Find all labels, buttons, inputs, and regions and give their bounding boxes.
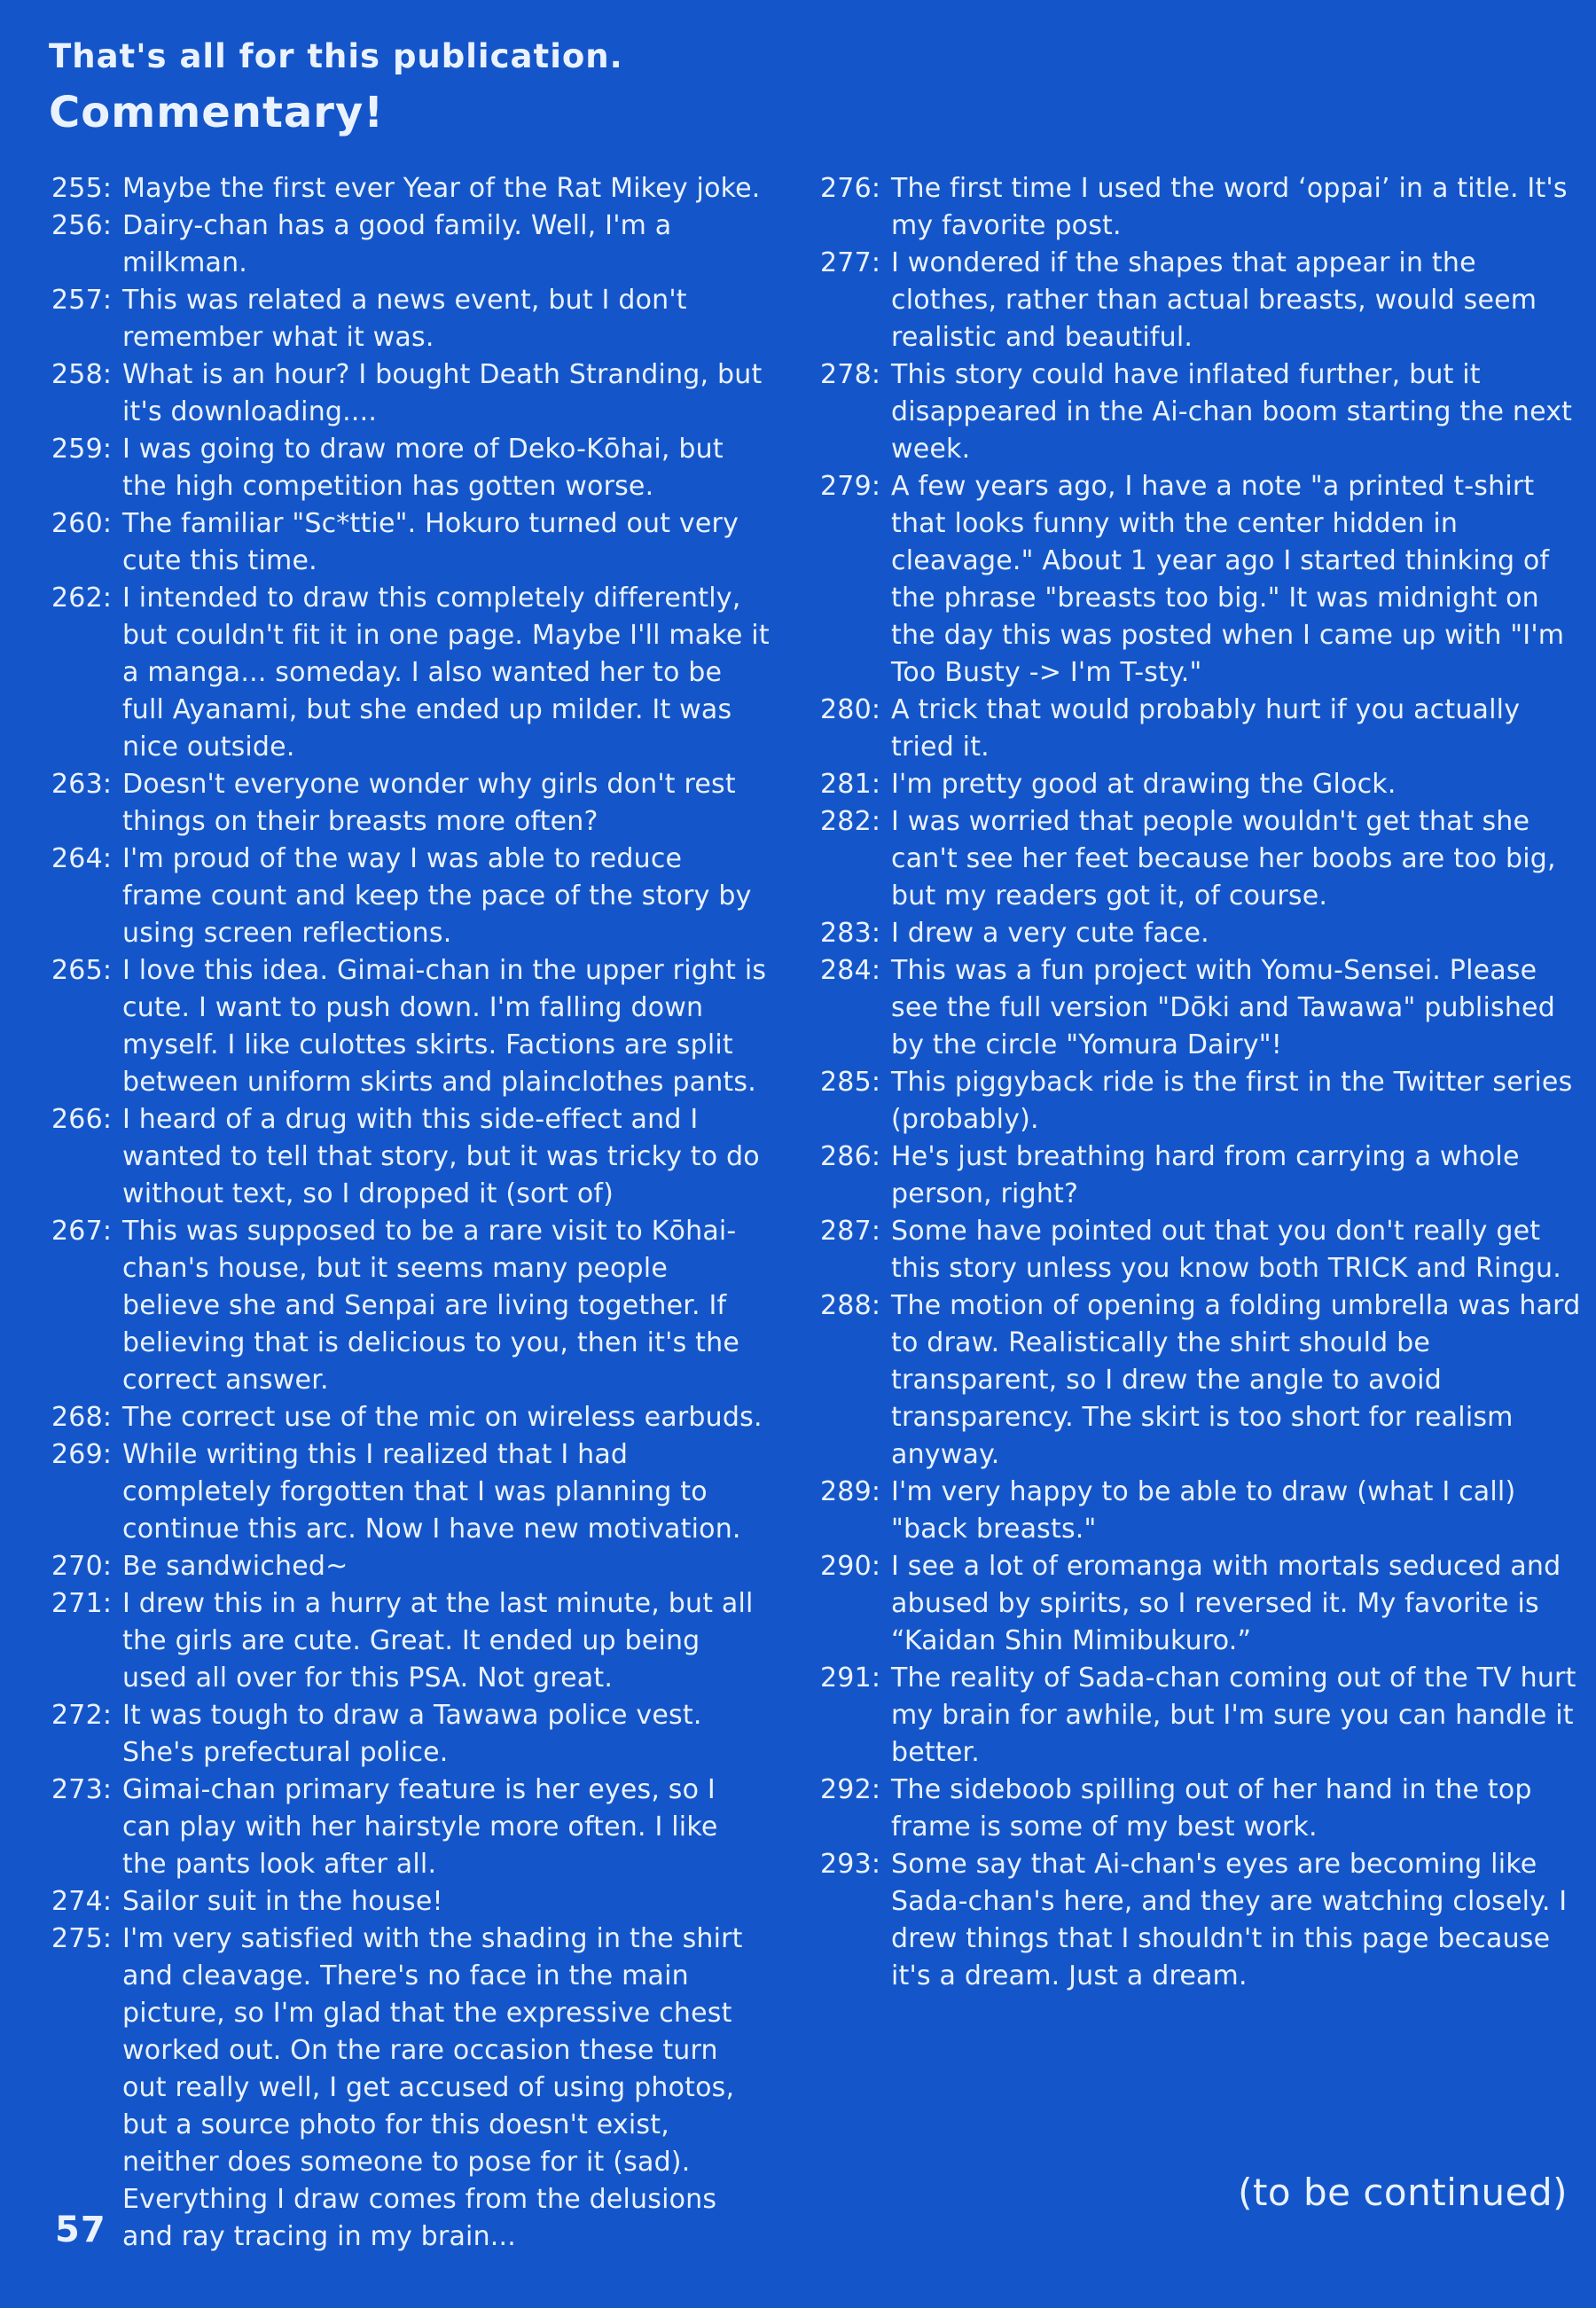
entry-number: 286: [820,1141,881,1172]
commentary-column-right [820,170,1583,1995]
commentary-entry [820,915,1583,952]
commentary-entry [820,952,1583,1064]
entry-number: 277: [820,247,881,278]
commentary-entry [51,356,770,431]
entry-number: 291: [820,1663,881,1694]
entry-number: 268: [51,1402,113,1433]
entry-text: I drew this in a hurry at the last minute, but all the girls are cute. Great. It ended up being used all over for this PSA. Not great. [122,1588,754,1694]
entry-number: 283: [820,918,881,949]
commentary-entry [820,803,1583,915]
entry-text: I heard of a drug with this side-effect and I wanted to tell that story, but it was tricky to do without text, so I dropped it (sort of) [122,1104,760,1209]
entry-number: 289: [820,1476,881,1507]
entry-number: 287: [820,1216,881,1247]
commentary-entry [820,1287,1583,1474]
commentary-entry [820,170,1583,245]
entry-text: The reality of Sada-chan coming out of the TV hurt my brain for awhile, but I'm sure you can handle it better. [891,1663,1576,1768]
header-subtitle: That's all for this publication. [49,37,623,75]
entry-number: 269: [51,1439,113,1470]
entry-number: 285: [820,1067,881,1098]
entry-text: I'm very happy to be able to draw (what I call) "back breasts." [891,1476,1516,1545]
entry-number: 276: [820,173,881,204]
entry-text: It was tough to draw a Tawawa police vest. She's prefectural police. [122,1700,702,1768]
entry-number: 257: [51,285,113,316]
entry-text: Dairy-chan has a good family. Well, I'm a milkman. [122,210,672,278]
commentary-entry [51,766,770,841]
entry-number: 256: [51,210,113,241]
entry-number: 270: [51,1551,113,1582]
commentary-entry [820,766,1583,803]
entry-text: Be sandwiched~ [122,1551,348,1582]
commentary-entry [51,841,770,952]
entry-number: 262: [51,583,113,614]
entry-number: 293: [820,1849,881,1880]
commentary-column-left [51,170,770,2256]
entry-number: 258: [51,359,113,390]
to-be-continued-note: (to be continued) [1238,2171,1568,2214]
entry-text: The correct use of the mic on wireless earbuds. [122,1402,763,1433]
entry-text: This was related a news event, but I don't remember what it was. [122,285,687,353]
entry-text: I wondered if the shapes that appear in the clothes, rather than actual breasts, would seem realistic and beautiful. [891,247,1537,353]
commentary-entry [820,1772,1583,1846]
entry-text: The sideboob spilling out of her hand in the top frame is some of my best work. [891,1774,1532,1842]
entry-text: The motion of opening a folding umbrella was hard to draw. Realistically the shirt should be transparent, so I drew the angle to avoid transparency. The skirt is too short for realism anyway. [891,1290,1581,1470]
entry-number: 271: [51,1588,113,1619]
entry-text: This was supposed to be a rare visit to Kōhai-chan's house, but it seems many people believe she and Senpai are living together. If believing that is delicious to you, then it's the correct answer. [122,1216,739,1396]
entry-number: 284: [820,955,881,986]
commentary-entry [820,1660,1583,1772]
entry-number: 263: [51,769,113,800]
entry-text: Gimai-chan primary feature is her eyes, so I can play with her hairstyle more often. I like the pants look after all. [122,1774,718,1880]
entry-text: Sailor suit in the house! [122,1886,443,1917]
entry-number: 288: [820,1290,881,1321]
entry-number: 280: [820,694,881,725]
entry-number: 264: [51,843,113,874]
entry-text: A trick that would probably hurt if you actually tried it. [891,694,1521,763]
entry-text: What is an hour? I bought Death Stranding, but it's downloading.... [122,359,763,427]
commentary-entry [51,505,770,580]
entry-text: I drew a very cute face. [891,918,1209,949]
commentary-entry [820,1213,1583,1287]
commentary-entry [51,1101,770,1213]
commentary-entry [820,468,1583,692]
entry-text: Some say that Ai-chan's eyes are becoming like Sada-chan's here, and they are watching closely. I drew things that I shouldn't in this page because it's a dream. Just a dream. [891,1849,1568,1991]
page-number: 57 [55,2210,106,2250]
entry-text: A few years ago, I have a note "a printed t-shirt that looks funny with the center hidden in cleavage." About 1 year ago I started thinking of the phrase "breasts too big." It was midnight on the day this was posted when I came up with "I'm Too Busty -> I'm T-sty." [891,471,1565,688]
commentary-entry [51,170,770,207]
commentary-entry [820,692,1583,766]
entry-text: I was worried that people wouldn't get that she can't see her feet because her boobs are too big, but my readers got it, of course. [891,806,1556,911]
commentary-entry [51,1697,770,1772]
commentary-entry [51,1772,770,1883]
entry-number: 259: [51,434,113,465]
entry-number: 267: [51,1216,113,1247]
entry-number: 278: [820,359,881,390]
commentary-entry [51,1436,770,1548]
commentary-entry [51,1883,770,1921]
entry-number: 275: [51,1923,113,1954]
entry-text: While writing this I realized that I had completely forgotten that I was planning to continue this arc. Now I have new motivation. [122,1439,741,1545]
entry-text: This was a fun project with Yomu-Sensei. Please see the full version "Dōki and Tawawa" published by the circle "Yomura Dairy"! [891,955,1555,1060]
entry-text: He's just breathing hard from carrying a whole person, right? [891,1141,1520,1209]
entry-number: 292: [820,1774,881,1805]
commentary-entry [820,356,1583,468]
entry-number: 274: [51,1886,113,1917]
entry-text: I'm pretty good at drawing the Glock. [891,769,1396,800]
commentary-entry [820,1548,1583,1660]
entry-text: I love this idea. Gimai-chan in the upper right is cute. I want to push down. I'm falling down myself. I like culottes skirts. Factions are split between uniform skirts and plainclothes pants. [122,955,767,1098]
entry-number: 266: [51,1104,113,1135]
entry-number: 281: [820,769,881,800]
page-title: Commentary! [49,88,385,137]
entry-text: I'm very satisfied with the shading in the shirt and cleavage. There's no face in the main picture, so I'm glad that the expressive chest worked out. On the rare occasion these turn out really well, I get accused of using photos, but a source photo for this doesn't exist, neither does someone to pose for it (sad). Everything I draw comes from the delusions and ray tracing in my brain... [122,1923,743,2252]
entry-number: 282: [820,806,881,837]
commentary-entry [820,245,1583,356]
entry-text: Some have pointed out that you don't really get this story unless you know both TRICK and Ringu. [891,1216,1561,1284]
entry-text: The first time I used the word ‘oppai’ in a title. It's my favorite post. [891,173,1568,241]
commentary-entry [820,1846,1583,1995]
entry-number: 273: [51,1774,113,1805]
commentary-entry [820,1138,1583,1213]
entry-text: This story could have inflated further, but it disappeared in the Ai-chan boom starting the next week. [891,359,1573,465]
entry-number: 290: [820,1551,881,1582]
commentary-entry [820,1474,1583,1548]
commentary-entry [51,207,770,282]
entry-text: I intended to draw this completely differently, but couldn't fit it in one page. Maybe I'll make it a manga... someday. I also wanted her to be full Ayanami, but she ended up milder. It was nice outside. [122,583,770,763]
entry-number: 279: [820,471,881,502]
commentary-entry [51,1399,770,1436]
page-header [49,37,623,137]
entry-text: I'm proud of the way I was able to reduce frame count and keep the pace of the story by using screen reflections. [122,843,752,949]
commentary-entry [51,1921,770,2256]
commentary-entry [51,1548,770,1585]
entry-text: Doesn't everyone wonder why girls don't rest things on their breasts more often? [122,769,736,837]
entry-number: 272: [51,1700,113,1731]
entry-text: Maybe the first ever Year of the Rat Mikey joke. [122,173,761,204]
entry-number: 265: [51,955,113,986]
entry-text: I see a lot of eromanga with mortals seduced and abused by spirits, so I reversed it. My favorite is “Kaidan Shin Mimibukuro.” [891,1551,1561,1656]
entry-text: This piggyback ride is the first in the Twitter series (probably). [891,1067,1573,1135]
entry-text: I was going to draw more of Deko-Kōhai, but the high competition has gotten worse. [122,434,724,502]
commentary-entry [51,1585,770,1697]
commentary-entry [51,952,770,1101]
commentary-entry [51,580,770,766]
entry-text: The familiar "Sc*ttie". Hokuro turned out very cute this time. [122,508,739,576]
commentary-entry [51,282,770,356]
entry-number: 260: [51,508,113,539]
commentary-entry [51,1213,770,1399]
commentary-entry [820,1064,1583,1138]
entry-number: 255: [51,173,113,204]
commentary-entry [51,431,770,505]
